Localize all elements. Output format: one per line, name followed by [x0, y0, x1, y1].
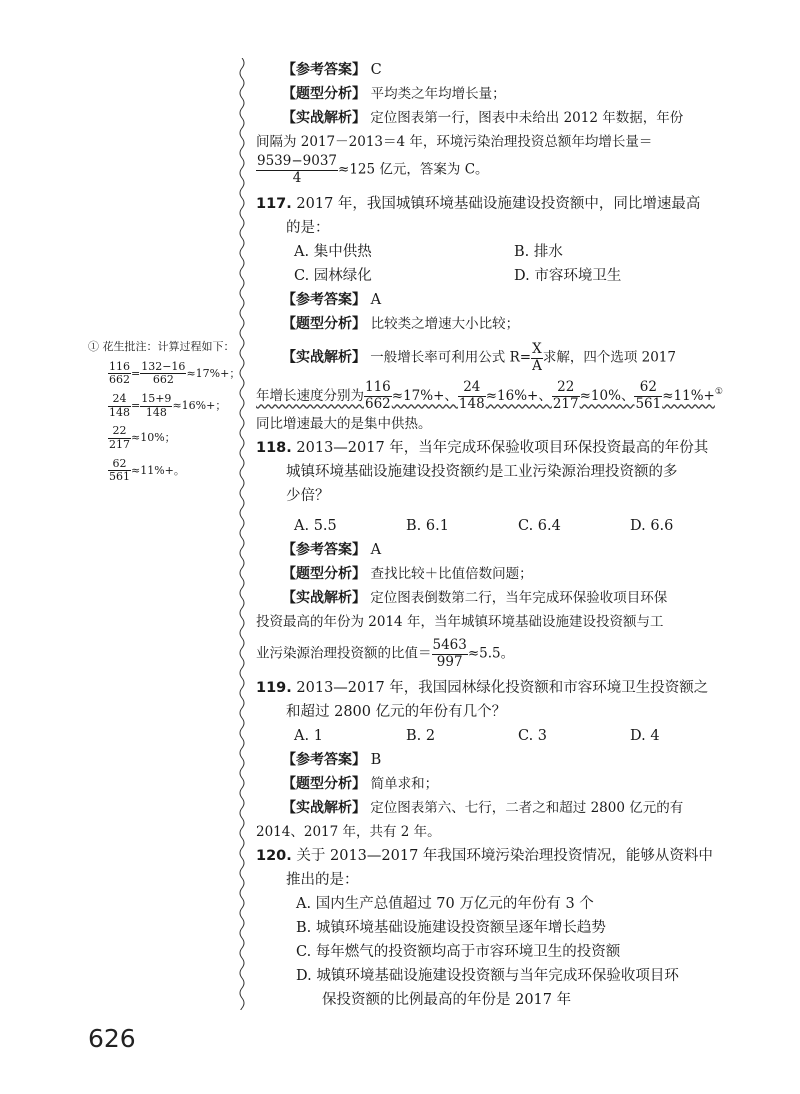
analysis-line: 2014、2017 年，共有 2 年。 — [256, 824, 441, 841]
answer-line: 【参考答案】 A — [282, 292, 382, 309]
type-line: 【题型分析】 简单求和； — [282, 776, 439, 793]
side-calc-4: $\frac{62}{561}$ ≈11%+。 — [109, 456, 185, 484]
option-a[interactable]: A. 国内生产总值超过 70 万亿元的年份有 3 个 — [296, 896, 594, 913]
question-stem: 推出的是： — [286, 872, 359, 889]
question-stem: 少倍？ — [286, 488, 330, 505]
analysis-line: 投资最高的年份为 2014 年，当年城镇环境基础设施建设投资额与工 — [256, 614, 664, 631]
analysis-line: $\frac{9539-9037}{4}$ ≈125 亿元，答案为 C。 — [257, 153, 489, 186]
page-number: 626 — [88, 1024, 136, 1053]
fraction: $\frac{22}{217}$ — [109, 424, 130, 452]
type-line: 【题型分析】 查找比较＋比值倍数问题； — [282, 566, 533, 583]
fraction: $\frac{9539-9037}{4}$ — [257, 153, 338, 186]
fraction: $\frac{116}{662}$ — [109, 359, 130, 387]
fraction: $\frac{24}{148}$ — [458, 379, 485, 412]
option-d-continued: 保投资额的比例最高的年份是 2017 年 — [322, 992, 572, 1009]
analysis-line: 年增长速度分别为 $\frac{116}{662}$ ≈17%+、 $\frac{24}{148}$ ≈16%+、 $\frac{22}{217}$ ≈10%、 $\frac{62}{561}$ ≈11%+① — [256, 379, 723, 412]
option-d[interactable]: D. 6.6 — [630, 518, 674, 535]
option-row — [256, 240, 742, 264]
question-stem: 和超过 2800 亿元的年份有几个？ — [286, 704, 507, 721]
option-d[interactable]: D. 城镇环境基础设施建设投资额与当年完成环保验收项目环 — [296, 968, 679, 985]
fraction: $\frac{62}{561}$ — [109, 456, 130, 484]
type-line: 【题型分析】 比较类之增速大小比较； — [282, 316, 520, 333]
option-b[interactable]: B. 6.1 — [406, 518, 449, 535]
analysis-line: 同比增速最大的是集中供热。 — [256, 416, 432, 433]
fraction: $\frac{116}{662}$ — [365, 379, 391, 412]
option-row — [256, 264, 742, 288]
option-b[interactable]: B. 排水 — [514, 244, 563, 261]
option-d[interactable]: D. 4 — [630, 728, 660, 745]
main-content — [256, 58, 742, 1012]
fraction: $\frac{132-16}{662}$ — [141, 359, 186, 387]
answer-line: 【参考答案】 B — [282, 752, 382, 769]
option-c[interactable]: C. 3 — [518, 728, 548, 745]
analysis-line: 【实战解析】 定位图表第一行，图表中未给出 2012 年数据，年份 — [282, 110, 684, 126]
fraction: $\frac{X}{A}$ — [532, 341, 542, 374]
fraction: $\frac{22}{217}$ — [552, 379, 579, 412]
side-note-heading: ① 花生批注：计算过程如下： — [88, 340, 235, 353]
fraction: $\frac{62}{561}$ — [635, 379, 662, 412]
question-120: 120. 关于 2013—2017 年我国环境污染治理投资情况，能够从资料中 — [256, 848, 713, 865]
option-a[interactable]: A. 1 — [294, 728, 323, 745]
option-d[interactable]: D. 市容环境卫生 — [514, 268, 622, 285]
analysis-line: 【实战解析】 定位图表倒数第二行，当年完成环保验收项目环保 — [282, 590, 668, 607]
option-c[interactable]: C. 园林绿化 — [294, 268, 372, 285]
answer-line: 【参考答案】 C — [282, 62, 382, 78]
question-117: 117. 2017 年，我国城镇环境基础设施建设投资额中，同比增速最高 — [256, 196, 701, 213]
option-row — [256, 724, 742, 748]
type-line: 【题型分析】 平均类之年均增长量； — [282, 86, 506, 102]
question-119: 119. 2013—2017 年，我国园林绿化投资额和市容环境卫生投资额之 — [256, 680, 709, 697]
option-a[interactable]: A. 集中供热 — [294, 244, 372, 261]
wavy-divider — [236, 58, 248, 1010]
option-b[interactable]: B. 2 — [406, 728, 436, 745]
fraction: $\frac{5463}{997}$ — [432, 637, 467, 670]
side-note — [88, 340, 241, 490]
analysis-line: 业污染源治理投资额的比值＝ $\frac{5463}{997}$ ≈5.5。 — [256, 637, 515, 670]
fraction: $\frac{24}{148}$ — [109, 392, 130, 419]
footnote-marker: ① — [714, 387, 723, 398]
option-c[interactable]: C. 6.4 — [518, 518, 561, 535]
option-a[interactable]: A. 5.5 — [294, 518, 337, 535]
side-calc-3: $\frac{22}{217}$ ≈10%； — [109, 424, 176, 452]
option-b[interactable]: B. 城镇环境基础设施建设投资额呈逐年增长趋势 — [296, 920, 606, 937]
option-c[interactable]: C. 每年燃气的投资额均高于市容环境卫生的投资额 — [296, 944, 621, 961]
answer-line: 【参考答案】 A — [282, 542, 382, 559]
fraction: $\frac{15+9}{148}$ — [141, 392, 172, 419]
question-118: 118. 2013—2017 年，当年完成环保验收项目环保投资最高的年份其 — [256, 440, 709, 457]
question-stem: 的是： — [286, 220, 330, 237]
analysis-line: 【实战解析】 一般增长率可利用公式 R= $\frac{X}{A}$ 求解，四个选项 2017 — [282, 341, 676, 374]
option-row — [256, 514, 742, 538]
analysis-line: 间隔为 2017－2013＝4 年，环境污染治理投资总额年均增长量＝ — [256, 134, 653, 150]
analysis-line: 【实战解析】 定位图表第六、七行，二者之和超过 2800 亿元的有 — [282, 800, 684, 817]
question-stem: 城镇环境基础设施建设投资额约是工业污染源治理投资额的多 — [286, 464, 678, 481]
side-calc-2: $\frac{24}{148}$ = $\frac{15+9}{148}$ ≈16%+； — [109, 392, 227, 419]
side-calc-1: $\frac{116}{662}$ = $\frac{132-16}{662}$ ≈17%+； — [109, 359, 241, 387]
